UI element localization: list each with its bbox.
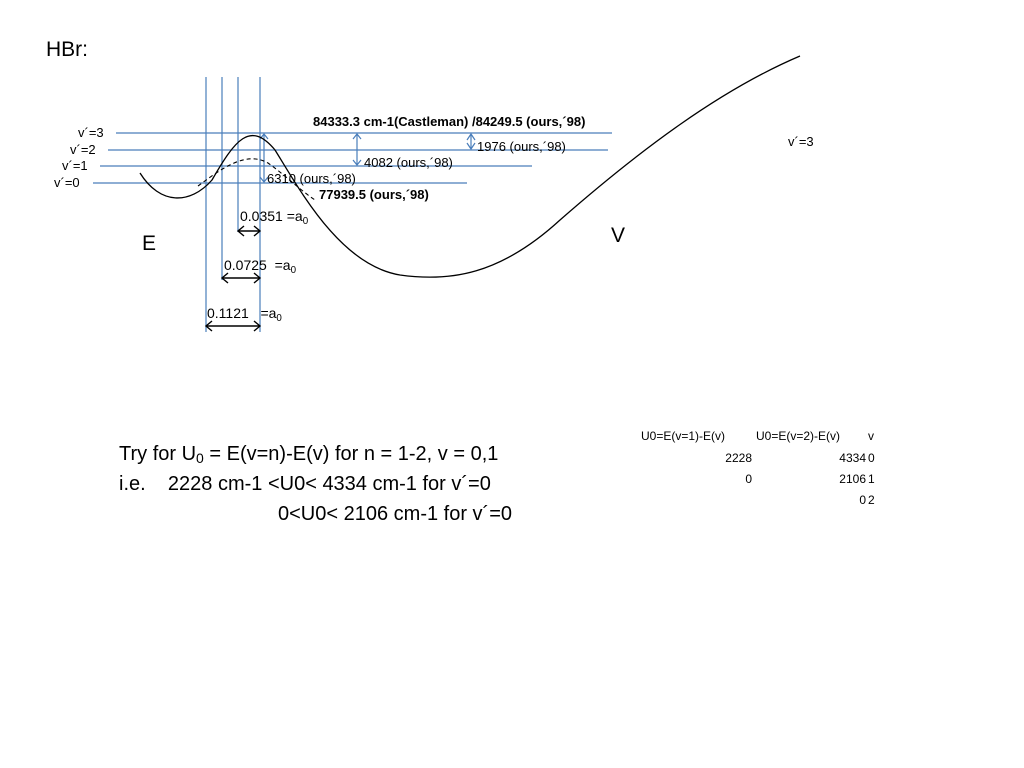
level-label-3: v´=3 <box>78 125 104 140</box>
table-cell: 1 <box>868 472 875 486</box>
width-unit: =a <box>260 305 277 321</box>
page-title: HBr: <box>46 38 88 61</box>
explanation-line-2: i.e. 2228 cm-1 <U0< 4334 cm-1 for v´=0 <box>119 473 491 495</box>
top-energy-annotation: 84333.3 cm-1(Castleman) /84249.5 (ours,´98) <box>313 114 586 129</box>
width-value: 0.0725 <box>224 257 267 273</box>
curve-label-v: V <box>611 224 626 247</box>
gap-1976-label: 1976 (ours,´98) <box>477 139 566 154</box>
level-label-2: v´=2 <box>70 142 96 157</box>
bottom-energy-annotation: 77939.5 (ours,´98) <box>319 187 429 202</box>
explanation-post: = E(v=n)-E(v) for n = 1-2, v = 0,1 <box>203 443 499 465</box>
gap-6310-label: 6310 (ours,´98) <box>267 171 356 186</box>
width-value: 0.1121 <box>207 305 249 321</box>
width-value: 0.0351 <box>240 208 283 224</box>
width-unit: =a <box>286 208 303 224</box>
width-unit-sub: 0 <box>290 265 297 276</box>
width-label-2 <box>224 257 297 276</box>
width-unit: =a <box>274 257 291 273</box>
table-cell: 4334 <box>839 451 866 465</box>
curve-label-e: E <box>142 232 157 255</box>
table-cell: 0 <box>868 451 875 465</box>
table-cell: 2 <box>868 493 875 507</box>
width-label-1 <box>240 208 309 227</box>
explanation-line-3: 0<U0< 2106 cm-1 for v´=0 <box>278 503 513 525</box>
table-header-1: U0=E(v=1)-E(v) <box>641 429 726 443</box>
width-label-3 <box>207 305 282 324</box>
table-header-2: U0=E(v=2)-E(v) <box>756 429 841 443</box>
level-label-1: v´=1 <box>62 158 88 173</box>
potential-curve <box>140 56 800 277</box>
explanation-sub: 0 <box>196 450 204 466</box>
gap-4082-label: 4082 (ours,´98) <box>364 155 453 170</box>
table-cell: 0 <box>745 472 752 486</box>
table-cell: 0 <box>859 493 866 507</box>
explanation-pre: Try for U <box>119 443 197 465</box>
width-unit-sub: 0 <box>276 313 282 324</box>
table-cell: 2106 <box>839 472 866 486</box>
level-label-0: v´=0 <box>54 175 80 190</box>
table-header-3: v <box>868 429 874 443</box>
width-unit-sub: 0 <box>302 216 309 227</box>
table-cell: 2228 <box>725 451 752 465</box>
right-level-label: v´=3 <box>788 134 814 149</box>
explanation-line-1 <box>119 439 498 469</box>
